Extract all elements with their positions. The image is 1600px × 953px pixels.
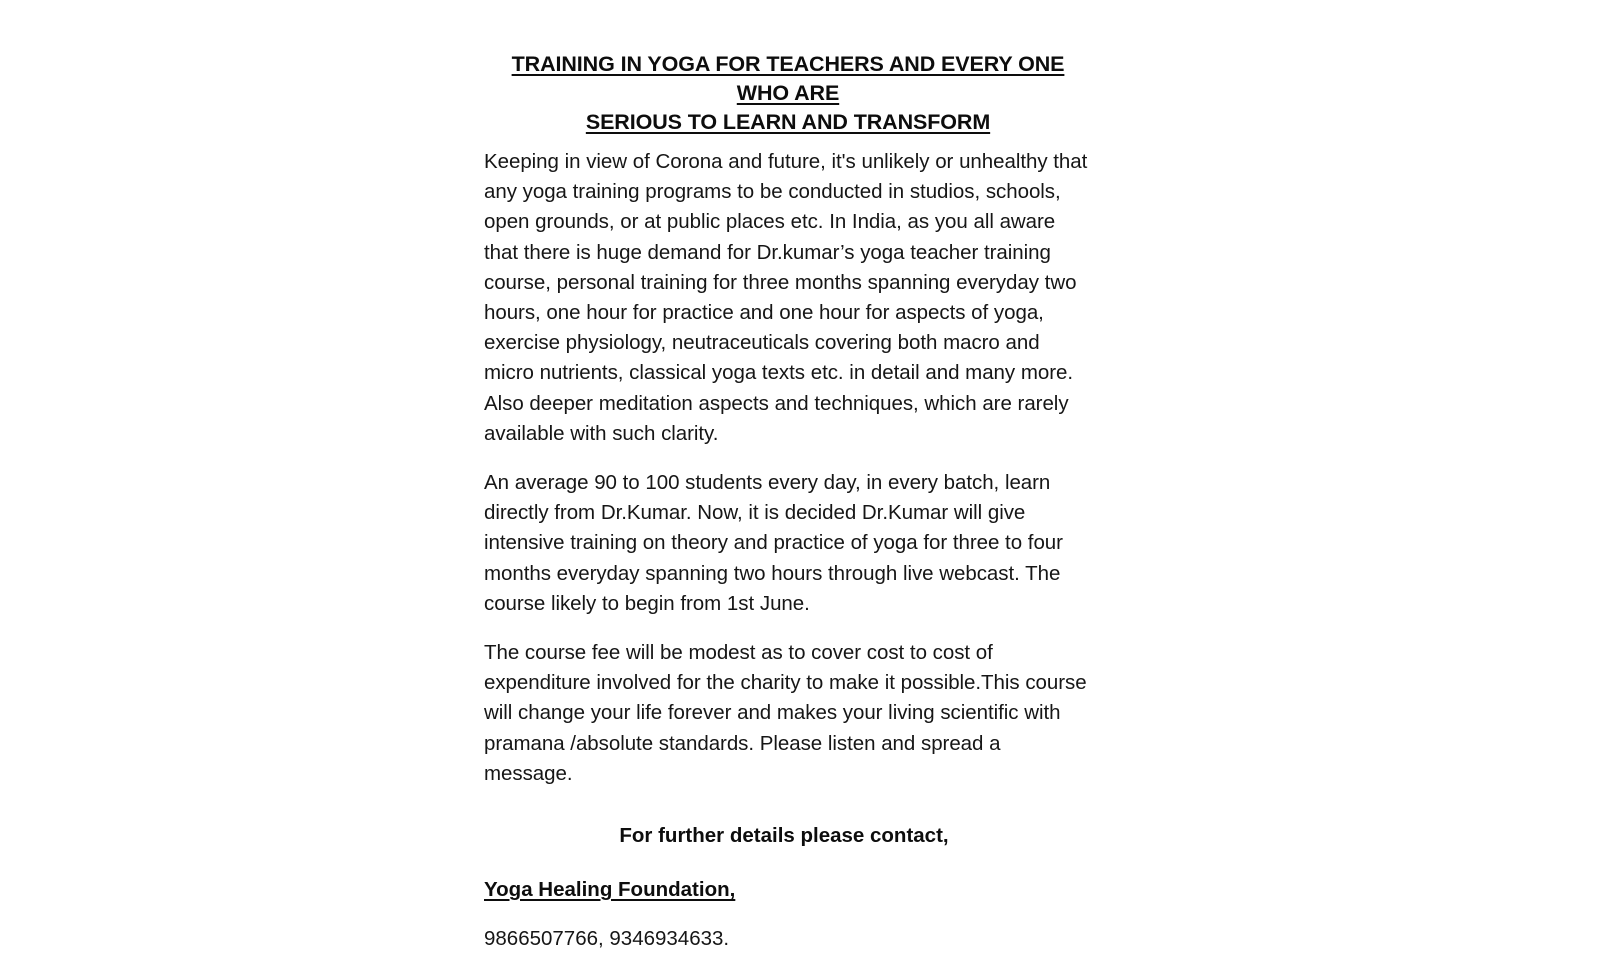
contact-phone-numbers: 9866507766, 9346934633. bbox=[484, 927, 730, 951]
contact-heading: For further details please contact, bbox=[619, 824, 949, 848]
organization-name-text: Yoga Healing Foundation, bbox=[484, 878, 736, 902]
document-text-column bbox=[484, 50, 1092, 953]
paragraph-1: Keeping in view of Corona and future, it's unlikely or unhealthy that any yoga training programs to be conducted in studios, schools, open grounds, or at public places etc. In India, as you all aware that there is huge demand for Dr.kumar’s yoga teacher training course, personal training for three months spanning everyday two hours, one hour for practice and one hour for aspects of yoga, exercise physiology, neutraceuticals covering both macro and micro nutrients, classical yoga texts etc. in detail and many more. Also deeper meditation aspects and techniques, which are rarely available with such clarity. bbox=[484, 150, 1088, 445]
page-title-line-1: TRAINING IN YOGA FOR TEACHERS AND EVERY ONE WHO ARE bbox=[511, 52, 1065, 105]
paragraph-2: An average 90 to 100 students every day, in every batch, learn directly from Dr.Kumar. Now, it is decided Dr.Kumar will give intensive training on theory and practice of yoga for three to four months everyday spanning two hours through live webcast. The course likely to begin from 1st June. bbox=[484, 471, 1063, 615]
page-title bbox=[484, 50, 1092, 137]
page-title-line-2: SERIOUS TO LEARN AND TRANSFORM bbox=[585, 110, 991, 134]
paragraph-3: The course fee will be modest as to cover cost to cost of expenditure involved for the charity to make it possible.This course will change your life forever and makes your living scientific with pramana /absolute standards. Please listen and spread a message. bbox=[484, 641, 1087, 785]
